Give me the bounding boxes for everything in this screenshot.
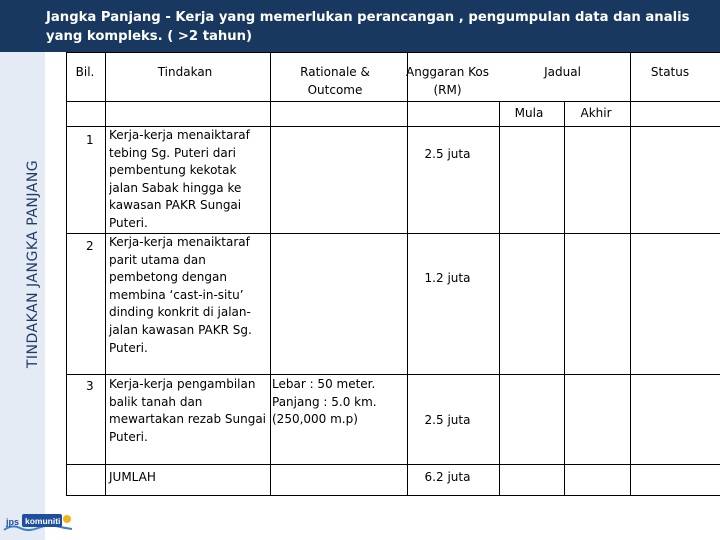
total-label: JUMLAH [109, 470, 156, 484]
row-bil: 1 [86, 133, 94, 147]
header-jadual: Jadual [544, 65, 581, 79]
header-mula: Mula [514, 106, 544, 120]
logo-text-komuniti: komuniti [25, 516, 61, 526]
title-banner [0, 0, 720, 52]
logo-dot [63, 515, 71, 523]
row-divider [67, 374, 720, 375]
row-tindakan: Kerja-kerja pengambilan balik tanah dan mewartakan rezab Sungai Puteri. [109, 377, 267, 444]
header-rationale: Rationale & Outcome [300, 65, 370, 97]
logo-text-jps: jps [6, 517, 20, 527]
row-anggaran: 1.2 juta [424, 271, 471, 285]
header-anggaran: Anggaran Kos (RM) [406, 65, 489, 97]
total-anggaran: 6.2 juta [424, 470, 471, 484]
col-divider [630, 53, 631, 496]
row-divider [67, 464, 720, 465]
row-anggaran: 2.5 juta [424, 413, 471, 427]
row-divider [67, 101, 720, 102]
row-bil: 2 [86, 239, 94, 253]
jps-komuniti-logo [2, 510, 74, 534]
row-tindakan: Kerja-kerja menaiktaraf parit utama dan pembetong dengan membina ‘cast-in-situ’ dinding konkrit di jalan-jalan kawasan PAKR Sg. Puteri. [109, 235, 252, 355]
col-divider [564, 101, 565, 496]
header-bil: Bil. [75, 65, 95, 79]
row-anggaran: 2.5 juta [424, 147, 471, 161]
row-bil: 3 [86, 379, 94, 393]
header-status: Status [650, 65, 690, 79]
side-label: TINDAKAN JANGKA PANJANG [25, 159, 41, 369]
header-tindakan: Tindakan [157, 65, 213, 79]
header-akhir: Akhir [580, 106, 612, 120]
col-divider [499, 101, 500, 496]
row-rationale: Lebar : 50 meter. Panjang : 5.0 km. (250,000 m.p) [272, 377, 377, 427]
row-tindakan: Kerja-kerja menaiktaraf tebing Sg. Puteri dari pembentung kekotak jalan Sabak hingga ke kawasan PAKR Sungai Puteri. [109, 128, 250, 230]
slide-title: Jangka Panjang - Kerja yang memerlukan perancangan , pengumpulan data dan analis yang kompleks. ( >2 tahun) [46, 10, 690, 44]
col-divider [105, 53, 106, 496]
col-divider [270, 53, 271, 496]
